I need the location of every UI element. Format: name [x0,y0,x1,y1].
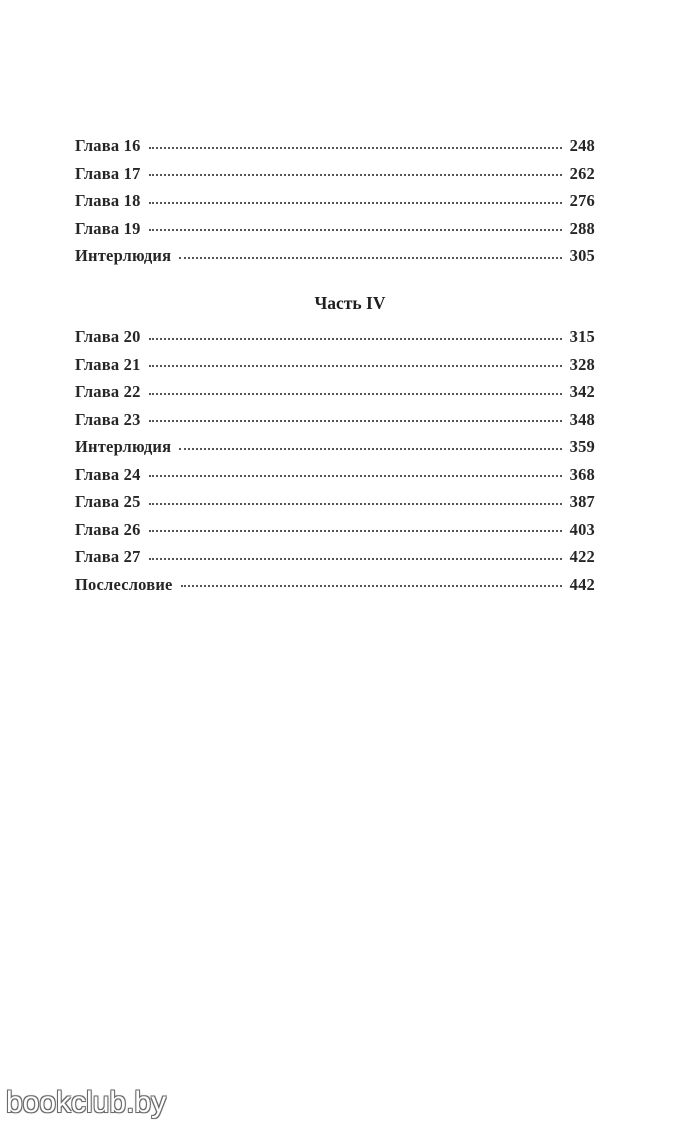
part-heading: Часть IV [314,293,386,313]
toc-entry-label: Глава 27 [75,547,141,566]
dot-leader [149,393,562,395]
toc-entry-label: Глава 17 [75,163,141,183]
dot-leader [179,257,561,259]
toc-row[interactable] [75,516,595,544]
dot-leader [149,338,562,340]
toc-entry-label: Глава 22 [75,382,141,401]
toc-page-number: 262 [569,163,595,183]
dot-leader [179,448,561,450]
toc-page-number: 328 [569,354,595,374]
toc-page-number: 422 [569,547,595,566]
toc-row[interactable] [75,461,595,489]
dot-leader [149,229,562,231]
toc-page-number: 305 [569,246,595,265]
dot-leader [149,475,562,477]
toc-row[interactable] [75,242,595,270]
dot-leader [149,365,562,367]
toc-row[interactable] [75,160,595,188]
toc-row[interactable] [75,378,595,406]
toc-row[interactable] [75,571,595,599]
dot-leader [149,558,562,560]
toc-row[interactable] [75,215,595,243]
toc-page-number: 442 [569,574,595,594]
dot-leader [181,585,562,587]
toc-entry-label: Глава 21 [75,354,141,374]
toc-entry-label: Интерлюдия [75,246,172,265]
toc-page-number: 248 [569,136,595,155]
toc-row[interactable] [75,543,595,571]
toc-entry-label: Глава 23 [75,409,141,429]
toc-row[interactable] [75,187,595,215]
toc-page-number: 403 [569,519,595,539]
toc-entry-label: Глава 26 [75,519,141,539]
toc-page-number: 342 [569,382,595,401]
toc-entry-label: Глава 20 [75,327,141,346]
toc-page-number: 387 [569,492,595,511]
dot-leader [149,202,562,204]
toc-page-number: 368 [569,464,595,484]
toc-row[interactable] [75,433,595,461]
toc-entry-label: Глава 24 [75,464,141,484]
toc-page-number: 359 [569,437,595,456]
toc-entry-label: Глава 16 [75,136,141,155]
toc-page-number: 288 [569,218,595,238]
dot-leader [149,147,562,149]
toc-row[interactable] [75,351,595,379]
toc-row[interactable] [75,406,595,434]
dot-leader [149,174,562,176]
toc-page-number: 348 [569,409,595,429]
toc-entry-label: Глава 25 [75,492,141,511]
dot-leader [149,420,562,422]
toc-entry-label: Послесловие [75,574,173,594]
toc-section-after [75,323,595,598]
dot-leader [149,530,562,532]
toc-row[interactable] [75,488,595,516]
toc-entry-label: Интерлюдия [75,437,172,456]
toc-entry-label: Глава 19 [75,218,141,238]
toc-page-number: 276 [569,191,595,210]
toc-row[interactable] [75,323,595,351]
toc-row[interactable] [75,132,595,160]
toc-section-before [75,132,595,270]
toc-entry-label: Глава 18 [75,191,141,210]
dot-leader [149,503,562,505]
site-watermark: bookclub.by [6,1086,167,1119]
toc-page-number: 315 [569,327,595,346]
